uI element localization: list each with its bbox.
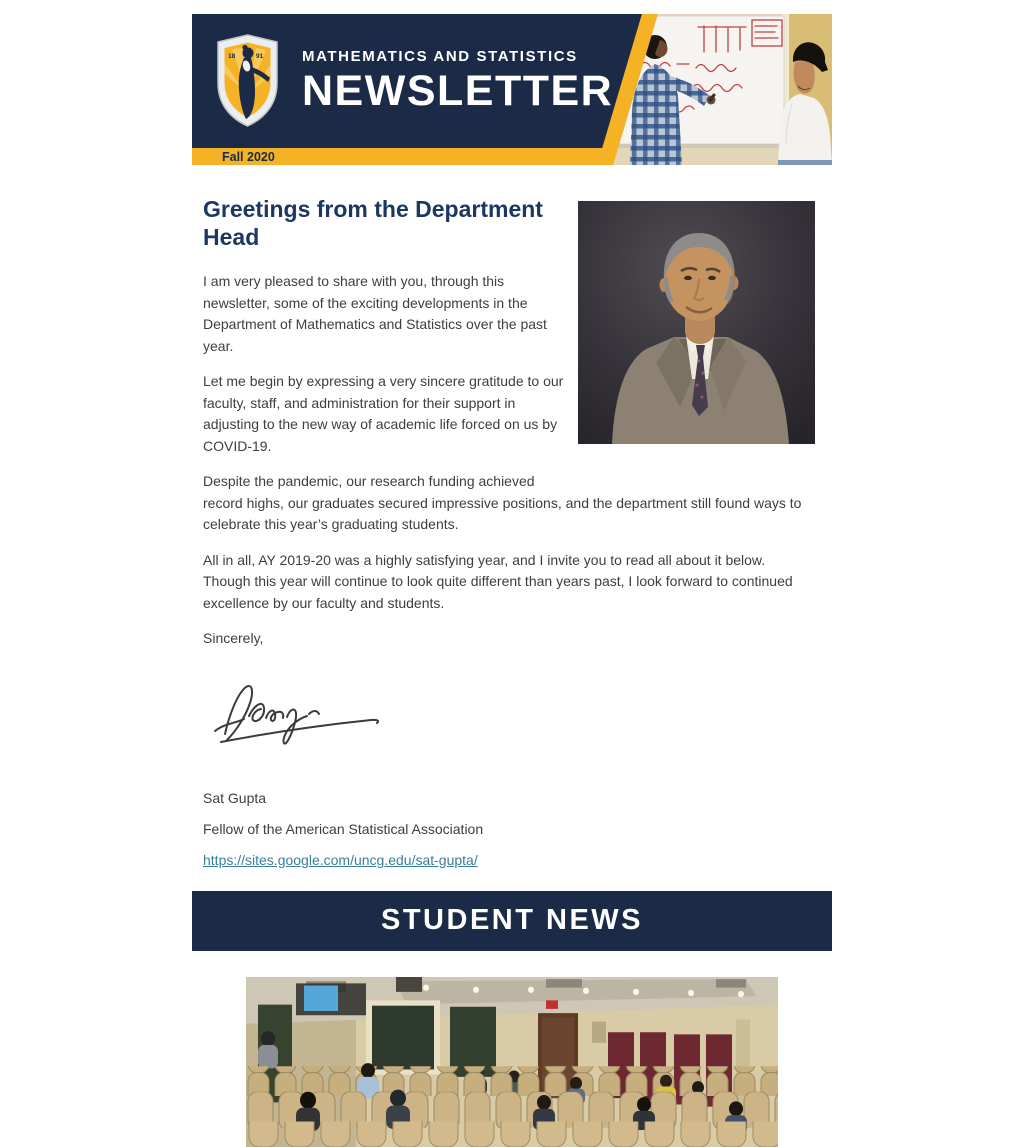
closing-line: Sincerely,	[203, 630, 264, 646]
signer-name: Sat Gupta	[203, 789, 267, 806]
university-shield-logo-icon	[212, 33, 283, 130]
greeting-paragraph-3: Despite the pandemic, our research funding achieved record highs, our graduates secured impressive positions, and the department still found ways to celebrate this year’s graduating students.	[203, 473, 802, 532]
newsletter-title: NEWSLETTER	[302, 67, 614, 115]
lecture-hall-photo	[246, 977, 778, 1147]
signer-website-link[interactable]: https://sites.google.com/uncg.edu/sat-gupta/	[203, 851, 478, 868]
article-heading: Greetings from the Department Head	[203, 196, 543, 250]
newsletter-banner	[192, 14, 832, 165]
signer-title: Fellow of the American Statistical Association	[203, 820, 484, 837]
shield-year-left: 18	[228, 53, 236, 60]
greeting-paragraph-4: All in all, AY 2019-20 was a highly satisfying year, and I invite you to read all about it below. Though this year will continue to look quite different than years past, I look forward to continued excellence by our faculty and students.	[203, 551, 793, 611]
greeting-article	[192, 165, 832, 871]
banner-titles	[302, 48, 613, 113]
shield-year-right: 91	[256, 53, 264, 60]
signature-image	[203, 674, 395, 748]
student-news-heading: STUDENT NEWS	[381, 904, 643, 936]
newsletter-column	[192, 0, 832, 1147]
issue-label: Fall 2020	[222, 149, 275, 164]
department-label: MATHEMATICS AND STATISTICS	[302, 48, 578, 65]
student-news-banner	[192, 891, 832, 951]
greeting-paragraph-2: Let me begin by expressing a very sincere gratitude to our faculty, staff, and administration for their support in adjusting to the new way of academic life forced on us by COVID-19.	[203, 373, 564, 454]
greeting-paragraph-1: I am very pleased to share with you, through this newsletter, some of the exciting developments in the Department of Mathematics and Statistics over the past year.	[203, 273, 547, 354]
department-head-portrait-photo	[578, 201, 815, 444]
